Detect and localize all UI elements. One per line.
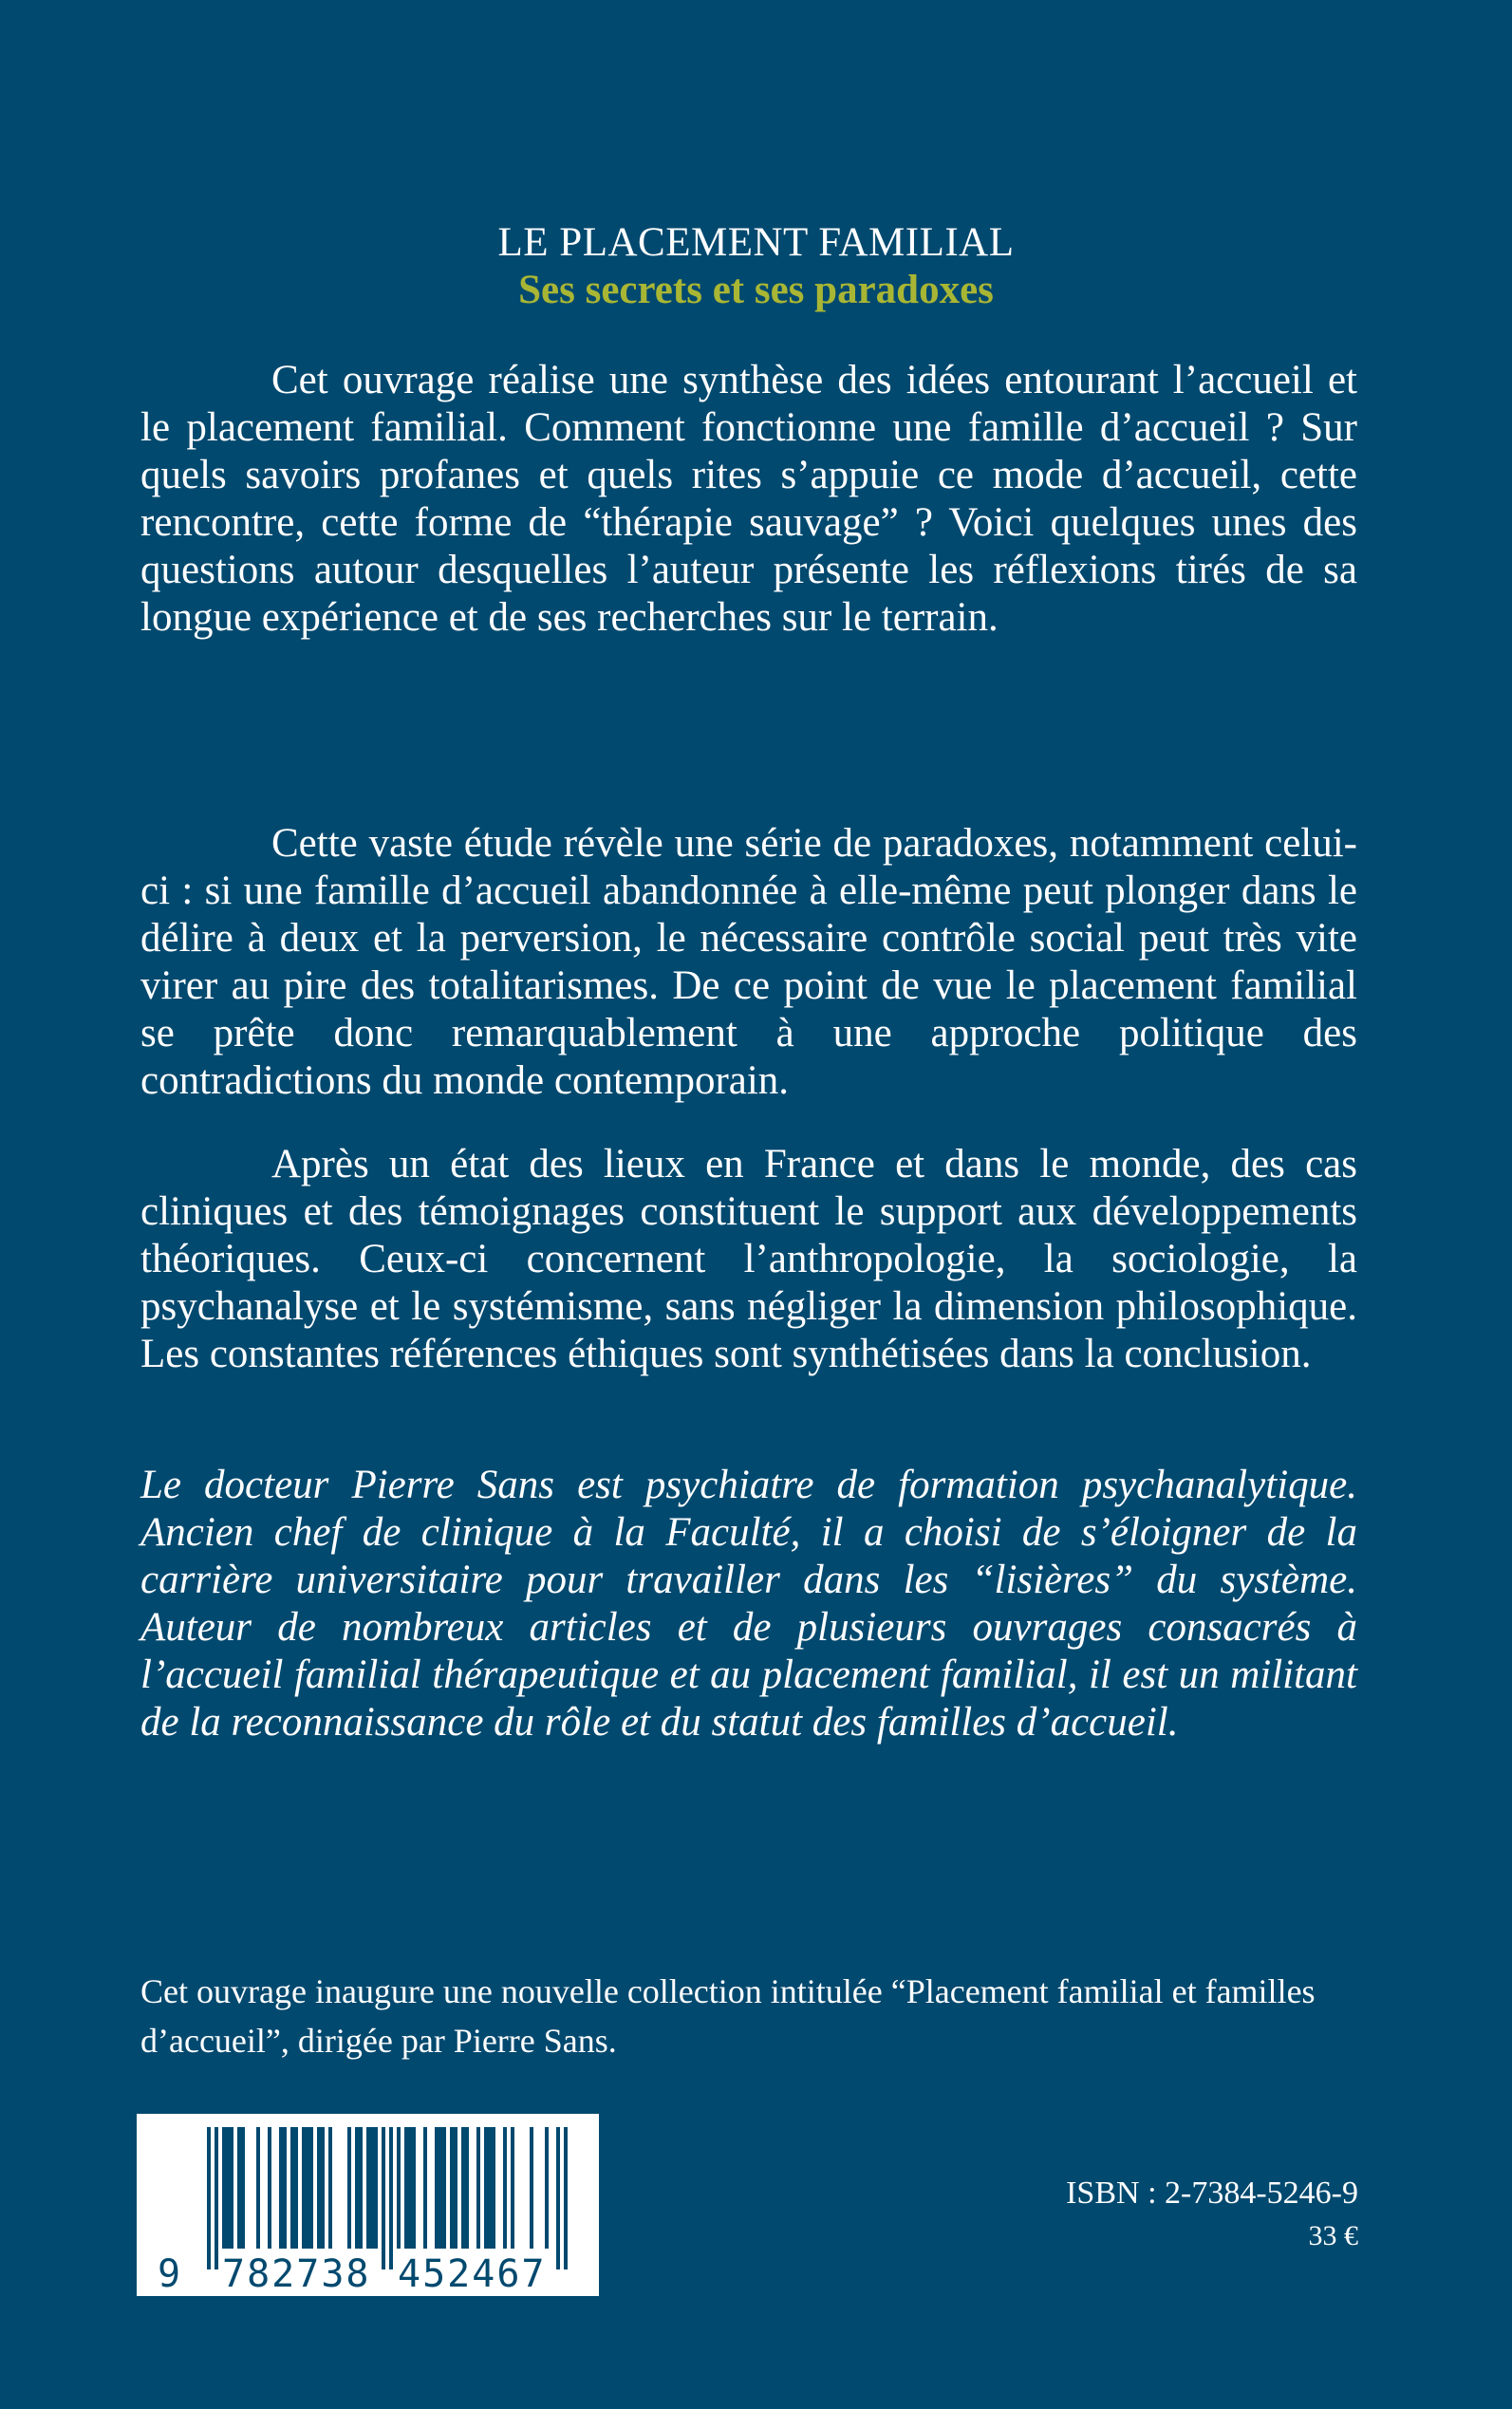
barcode-bar xyxy=(290,2127,294,2249)
barcode-bar xyxy=(530,2127,533,2249)
book-title: LE PLACEMENT FAMILIAL xyxy=(497,220,1015,265)
barcode-bar xyxy=(268,2127,271,2249)
barcode-bar xyxy=(215,2127,218,2269)
barcode-bar xyxy=(488,2127,492,2249)
barcode-bar xyxy=(355,2127,359,2249)
price: 33 € xyxy=(1308,2220,1358,2251)
barcode-bar xyxy=(222,2127,226,2249)
author-bio: Le docteur Pierre Sans est psychiatre de formation psychanalytique. Ancien chef de clinique à la Faculté, il a choisi de s’éloigner de la carrière universitaire pour travailler dans les “lisières” du système. Auteur de nombreux articles et de plusieurs ouvrages consacrés à l’accueil familial thérapeutique et au placement familial, il est un militant de la reconnaissance du rôle et du statut des familles d’accueil. xyxy=(140,1463,1357,1745)
barcode-bar xyxy=(370,2127,374,2249)
barcode-bar xyxy=(306,2127,309,2249)
barcode-bar xyxy=(256,2127,260,2249)
barcode-bar xyxy=(366,2127,370,2249)
barcode-bar xyxy=(302,2127,306,2249)
barcode-bar xyxy=(492,2127,495,2249)
barcode-bar xyxy=(423,2127,427,2249)
barcode-bar xyxy=(511,2127,514,2249)
barcode-bar xyxy=(230,2127,233,2249)
book-subtitle: Ses secrets et ses paradoxes xyxy=(518,268,994,312)
barcode-left-group: 782738 xyxy=(222,2252,371,2296)
barcode-bar xyxy=(279,2127,283,2249)
summary-paragraph-3: Après un état des lieux en France et dans le monde, des cas cliniques et des témoignages constituent le support aux développements théoriques. Ceux-ci concernent l’anthropologie, la sociologie, la psychanalyse et le systémisme, sans négliger la dimension philosophique. Les constantes références éthiques sont synthétisées dans la conclusion. xyxy=(140,1142,1357,1376)
barcode-bar xyxy=(226,2127,230,2249)
barcode-bar xyxy=(389,2127,393,2269)
barcode-bar xyxy=(454,2127,457,2249)
barcode-bar xyxy=(237,2127,241,2249)
barcode-bar xyxy=(347,2127,351,2249)
barcode-bar xyxy=(294,2127,298,2249)
title-block xyxy=(0,220,1512,315)
barcode-bar xyxy=(435,2127,439,2249)
barcode-bar xyxy=(556,2127,560,2269)
barcode-bar xyxy=(545,2127,549,2249)
barcode-bar xyxy=(404,2127,408,2249)
barcode-bar xyxy=(382,2127,385,2269)
barcode-bar xyxy=(317,2127,321,2249)
barcode-bar xyxy=(207,2127,211,2269)
barcode-bar xyxy=(439,2127,442,2249)
collection-note: Cet ouvrage inaugure une nouvelle collection intitulée “Placement familial et familles d’accueil”, dirigée par Pierre Sans. xyxy=(140,1972,1316,2060)
barcode-bar xyxy=(465,2127,469,2249)
barcode-bar xyxy=(321,2127,325,2249)
barcode-bar xyxy=(564,2127,568,2269)
barcode-bar xyxy=(412,2127,416,2249)
summary-paragraph-1: Cet ouvrage réalise une synthèse des idées entourant l’accueil et le placement familial. Comment fonctionne une famille d’accueil ? Sur quels savoirs profanes et quels rites s’appuie ce mode d’accueil, cette rencontre, cette forme de “thérapie sauvage” ? Voici quelques unes des questions autour desquelles l’auteur présente les réflexions tirés de sa longue expérience et de ses recherches sur le terrain. xyxy=(140,358,1357,640)
barcode-graphic xyxy=(137,2114,599,2296)
barcode-bar xyxy=(442,2127,446,2249)
barcode-bar xyxy=(484,2127,488,2249)
summary-paragraph-2: Cette vaste étude révèle une série de paradoxes, notamment celui-ci : si une famille d’accueil abandonnée à elle-même peut plonger dans le délire à deux et la perversion, le nécessaire contrôle social peut très vite virer au pire des totalitarismes. De ce point de vue le placement familial se prête donc remarquablement à une approche politique des contradictions du monde contemporain. xyxy=(140,821,1357,1103)
barcode-bar xyxy=(450,2127,454,2249)
barcode-bar xyxy=(476,2127,480,2249)
barcode-bars xyxy=(207,2127,568,2269)
barcode-first-digit: 9 xyxy=(158,2252,181,2296)
barcode-bar xyxy=(374,2127,378,2249)
barcode-bar xyxy=(408,2127,412,2249)
barcode-bar xyxy=(397,2127,401,2249)
barcode-bar xyxy=(283,2127,287,2249)
barcode-bar xyxy=(309,2127,313,2249)
barcode-bar xyxy=(461,2127,465,2249)
barcode-right-group: 452467 xyxy=(398,2252,547,2296)
barcode-bar xyxy=(503,2127,507,2249)
barcode-bar xyxy=(328,2127,332,2249)
barcode xyxy=(137,2114,599,2296)
isbn: ISBN : 2-7384-5246-9 xyxy=(1066,2176,1358,2211)
barcode-bar xyxy=(359,2127,363,2249)
barcode-bar xyxy=(241,2127,245,2249)
